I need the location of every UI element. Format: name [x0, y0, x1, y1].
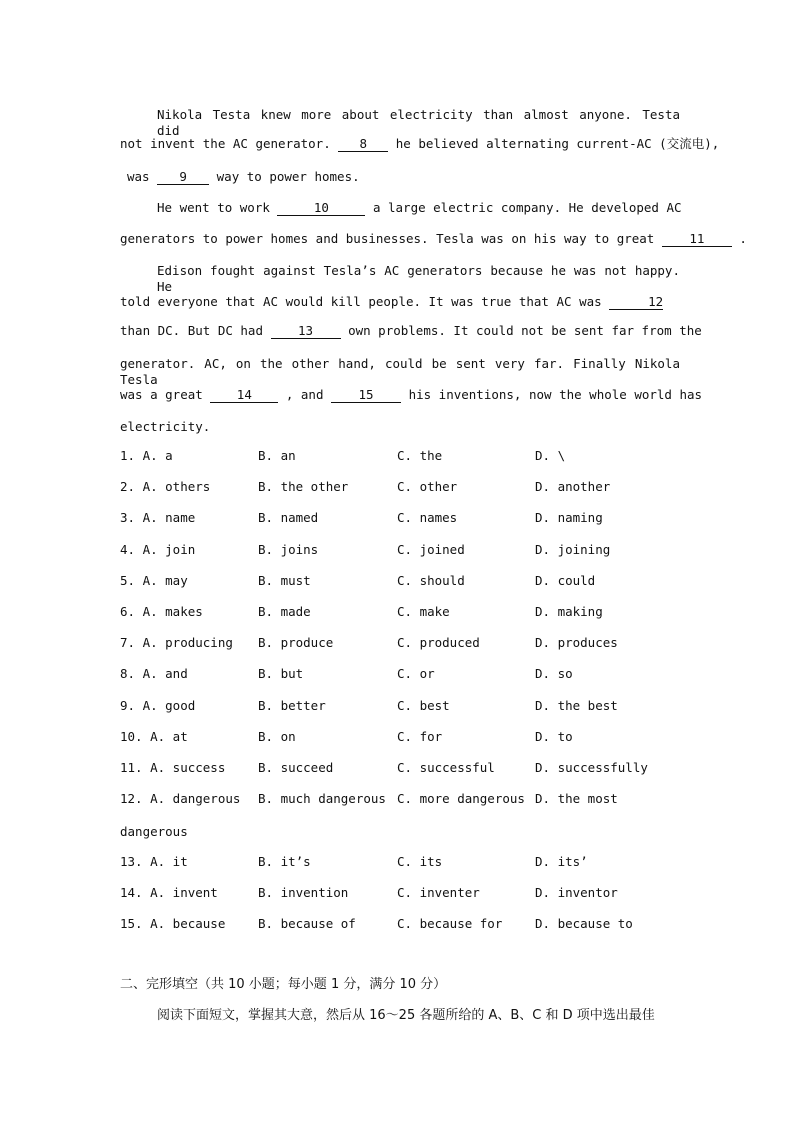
passage-text: a large electric company. He developed AC [372, 200, 682, 215]
blank-13: 13 [271, 323, 341, 339]
option-d[interactable]: D. joining [535, 542, 611, 557]
passage-p3-line2 [120, 294, 680, 310]
option-c[interactable]: C. other [397, 479, 458, 494]
option-a[interactable]: 2. A. others [120, 479, 211, 494]
option-d[interactable]: D. inventor [535, 885, 618, 900]
question-row-7 [120, 635, 680, 651]
question-row-13 [120, 854, 680, 870]
option-c[interactable]: C. inventer [397, 885, 480, 900]
option-b[interactable]: B. produce [258, 635, 334, 650]
passage-p1-line2 [120, 136, 720, 152]
passage-text: electricity. [120, 419, 211, 434]
option-d[interactable]: D. the best [535, 698, 618, 713]
passage-text: told everyone that AC would kill people. It was true that AC was [120, 294, 602, 309]
option-c[interactable]: C. or [397, 666, 435, 681]
option-a[interactable]: 3. A. name [120, 510, 196, 525]
passage-text: , and [285, 387, 324, 402]
section2-instruction: 阅读下面短文，掌握其大意，然后从 16～25 各题所给的 A、B、C 和 D 项中选出最佳 [157, 1008, 655, 1023]
option-a[interactable]: 12. A. dangerous [120, 791, 241, 806]
option-a[interactable]: 8. A. and [120, 666, 188, 681]
passage-text: way to power homes. [216, 169, 360, 184]
passage-text: own problems. It could not be sent far from the [348, 323, 702, 338]
option-d[interactable]: D. \ [535, 448, 566, 463]
passage-p3-line1 [157, 263, 680, 294]
option-d[interactable]: D. making [535, 604, 603, 619]
option-c[interactable]: C. more dangerous [397, 791, 525, 806]
option-c[interactable]: C. the [397, 448, 443, 463]
option-b[interactable]: B. named [258, 510, 319, 525]
option-d[interactable]: D. the most [535, 791, 618, 806]
option-b[interactable]: B. an [258, 448, 296, 463]
option-c[interactable]: C. successful [397, 760, 495, 775]
passage-p3-line6 [120, 419, 680, 435]
passage-text: generator. AC, on the other hand, could be sent very far. Finally Nikola Tesla [120, 356, 680, 387]
question-row-8 [120, 666, 680, 682]
option-d[interactable]: D. could [535, 573, 596, 588]
option-c[interactable]: C. produced [397, 635, 480, 650]
blank-8: 8 [338, 136, 388, 152]
passage-p3-line4 [120, 356, 680, 387]
question-row-3 [120, 510, 680, 526]
option-d[interactable]: D. successfully [535, 760, 648, 775]
section2-heading: 二、完形填空（共 10 小题；每小题 1 分，满分 10 分） [120, 977, 447, 992]
option-d[interactable]: D. to [535, 729, 573, 744]
option-b[interactable]: B. the other [258, 479, 349, 494]
option-b[interactable]: B. because of [258, 916, 356, 931]
option-d-continued[interactable]: dangerous [120, 824, 188, 839]
option-b[interactable]: B. must [258, 573, 311, 588]
question-row-9 [120, 698, 680, 714]
passage-p2-line2 [120, 231, 747, 247]
passage-text: than DC. But DC had [120, 323, 263, 338]
option-b[interactable]: B. it’s [258, 854, 311, 869]
option-c[interactable]: C. its [397, 854, 443, 869]
question-row-14 [120, 885, 680, 901]
option-b[interactable]: B. much dangerous [258, 791, 386, 806]
option-b[interactable]: B. but [258, 666, 304, 681]
passage-text: his inventions, now the whole world has [408, 387, 703, 402]
blank-10: 10 [277, 200, 365, 216]
passage-text: Edison fought against Tesla’s AC generators because he was not happy. He [157, 263, 680, 294]
option-b[interactable]: B. joins [258, 542, 319, 557]
option-c[interactable]: C. should [397, 573, 465, 588]
option-d[interactable]: D. so [535, 666, 573, 681]
option-d[interactable]: D. another [535, 479, 611, 494]
passage-p3-line5 [120, 387, 703, 403]
question-row-12-wrap [120, 824, 680, 840]
question-row-6 [120, 604, 680, 620]
option-a[interactable]: 1. A. a [120, 448, 173, 463]
option-c[interactable]: C. make [397, 604, 450, 619]
option-d[interactable]: D. naming [535, 510, 603, 525]
passage-p3-line3 [120, 323, 702, 339]
option-b[interactable]: B. on [258, 729, 296, 744]
option-c[interactable]: C. best [397, 698, 450, 713]
blank-14: 14 [210, 387, 278, 403]
blank-11: 11 [662, 231, 732, 247]
question-row-12 [120, 791, 680, 807]
option-a[interactable]: 5. A. may [120, 573, 188, 588]
question-row-2 [120, 479, 680, 495]
passage-p1-line3 [127, 169, 687, 185]
option-a[interactable]: 15. A. because [120, 916, 226, 931]
passage-text: was a great [120, 387, 203, 402]
option-a[interactable]: 6. A. makes [120, 604, 203, 619]
blank-12: 12 [609, 294, 663, 310]
passage-text: not invent the AC generator. [120, 136, 331, 151]
option-b[interactable]: B. made [258, 604, 311, 619]
option-c[interactable]: C. because for [397, 916, 503, 931]
question-row-5 [120, 573, 680, 589]
passage-p1-line1 [157, 107, 680, 138]
question-row-10 [120, 729, 680, 745]
option-a[interactable]: 10. A. at [120, 729, 188, 744]
option-a[interactable]: 7. A. producing [120, 635, 233, 650]
blank-15: 15 [331, 387, 401, 403]
option-c[interactable]: C. for [397, 729, 443, 744]
option-c[interactable]: C. names [397, 510, 458, 525]
passage-text: Nikola Testa knew more about electricity than almost anyone. Testa did [157, 107, 680, 138]
option-b[interactable]: B. invention [258, 885, 349, 900]
option-c[interactable]: C. joined [397, 542, 465, 557]
passage-text: he believed alternating current-AC (交流电), [395, 136, 720, 151]
question-row-1 [120, 448, 680, 464]
passage-p2-line1 [157, 200, 680, 216]
option-d[interactable]: D. because to [535, 916, 633, 931]
question-row-15 [120, 916, 680, 932]
question-row-11 [120, 760, 680, 776]
option-b[interactable]: B. succeed [258, 760, 334, 775]
option-b[interactable]: B. better [258, 698, 326, 713]
option-a[interactable]: 14. A. invent [120, 885, 218, 900]
option-a[interactable]: 11. A. success [120, 760, 226, 775]
passage-text: was [127, 169, 150, 184]
question-row-4 [120, 542, 680, 558]
option-a[interactable]: 4. A. join [120, 542, 196, 557]
passage-text: generators to power homes and businesses. Tesla was on his way to great [120, 231, 655, 246]
option-a[interactable]: 9. A. good [120, 698, 196, 713]
passage-text: . [739, 231, 747, 246]
blank-9: 9 [157, 169, 209, 185]
option-d[interactable]: D. its’ [535, 854, 588, 869]
option-a[interactable]: 13. A. it [120, 854, 188, 869]
passage-text: He went to work [157, 200, 270, 215]
option-d[interactable]: D. produces [535, 635, 618, 650]
